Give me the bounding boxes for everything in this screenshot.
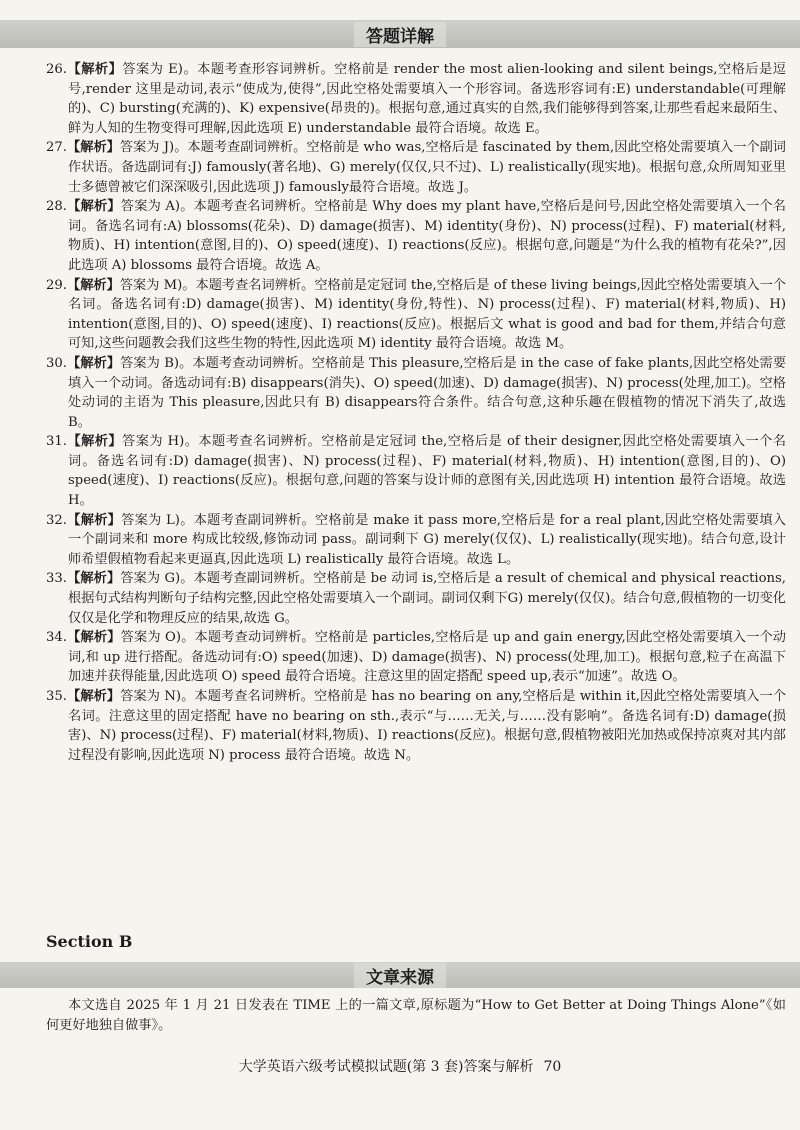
section-heading: Section B: [46, 932, 133, 951]
item-text: 答案为 B)。本题考查动词辨析。空格前是 This pleasure,空格后是 in the case of fake plants,因此空格处需要填入一个动词。备选动词有:B) disappears(消失)、O) speed(加速)、D) damage(损害)、N) process(处理,加工)。空格处动词的主语为 This pleasure,因此只有 B) disappears符合条件。结合句意,这种乐趣在假植物的情况下消失了,故选 B。: [68, 355, 787, 430]
item-tag: 【解析】: [66, 434, 123, 450]
item-tag: 【解析】: [66, 512, 122, 528]
item-tag: 【解析】: [66, 630, 121, 646]
item-tag: 【解析】: [66, 199, 121, 215]
answer-item: [46, 432, 786, 510]
item-number: 31.: [46, 434, 67, 450]
answer-list: [46, 60, 786, 765]
item-number: 28.: [46, 199, 67, 215]
item-number: 35.: [46, 689, 67, 704]
source-banner: [0, 962, 800, 988]
item-number: 29.: [46, 277, 67, 293]
item-number: 30.: [46, 355, 67, 371]
source-banner-title: 文章来源: [354, 963, 446, 988]
item-number: 33.: [46, 571, 67, 587]
page-footer: [0, 1056, 800, 1076]
item-tag: 【解析】: [66, 140, 120, 156]
item-text: 答案为 L)。本题考查副词辨析。空格前是 make it pass more,空格后是 for a real plant,因此空格处需要填入一个副词来和 more 构成比较级,修饰动词 pass。副词剩下 G) merely(仅仅)、L) realistically(现实地)。结合句意,设计师希望假植物看起来更逼真,因此选项 L) realistically 最符合语境。故选 L。: [68, 512, 786, 567]
item-text: 答案为 E)。本题考查形容词辨析。空格前是 render the most alien-looking and silent beings,空格后是逗号,render 这里是动词,表示“使成为,使得”,因此空格处需要填入一个形容词。备选形容词有:E) understandable(可理解的)、C) bursting(充满的)、K) expensive(昂贵的)。根据句意,通过真实的自然,我们能够得到答案,让那些看起来最陌生、鲜为人知的生物变得可理解,因此选项 E) understandable 最符合语境。故选 E。: [68, 62, 786, 136]
answer-item: [46, 687, 786, 765]
answer-item: [46, 628, 786, 687]
item-number: 34.: [46, 630, 67, 646]
header-banner: [0, 20, 800, 48]
item-tag: 【解析】: [66, 277, 120, 293]
item-text: 答案为 A)。本题考查名词辨析。空格前是 Why does my plant have,空格后是问号,因此空格处需要填入一个名词。备选名词有:A) blossoms(花朵)、D) damage(损害)、M) identity(身份)、N) process(过程)、F) material(材料,物质)、H) intention(意图,目的)、O) speed(速度)、I) reactions(反应)。根据句意,问题是“为什么我的植物有花朵?”,因此选项 A) blossoms 最符合语境。故选 A。: [68, 199, 786, 273]
item-tag: 【解析】: [66, 571, 121, 587]
source-paragraph: 本文选自 2025 年 1 月 21 日发表在 TIME 上的一篇文章,原标题为“How to Get Better at Doing Things Alone”《如何更好地独自做事》。: [46, 998, 786, 1033]
item-text: 答案为 O)。本题考查动词辨析。空格前是 particles,空格后是 up and gain energy,因此空格处需要填入一个动词,和 up 进行搭配。备选动词有:O) speed(加速)、D) damage(损害)、N) process(处理,加工)。根据句意,粒子在高温下加速并获得能量,因此选项 O) speed 最符合语境。注意这里的固定搭配 speed up,表示“加速”。故选 O。: [68, 630, 786, 685]
item-number: 27.: [46, 140, 67, 156]
page-number: 70: [543, 1059, 562, 1075]
answer-item: [46, 569, 786, 628]
item-text: 答案为 J)。本题考查副词辨析。空格前是 who was,空格后是 fascinated by them,因此空格处需要填入一个副词作状语。备选副词有:J) famously(著名地)、G) merely(仅仅,只不过)、L) realistically(现实地)。根据句意,众所周知亚里士多德曾被它们深深吸引,因此选项 J) famously最符合语境。故选 J。: [68, 140, 786, 195]
answer-item: [46, 511, 786, 570]
item-tag: 【解析】: [66, 355, 121, 371]
footer-title: 大学英语六级考试模拟试题(第 3 套)答案与解析: [238, 1059, 534, 1075]
item-number: 26.: [46, 62, 67, 77]
answer-item: [46, 197, 786, 275]
item-text: 答案为 G)。本题考查副词辨析。空格前是 be 动词 is,空格后是 a result of chemical and physical reactions,根据句式结构判断句子结构完整,因此空格处需要填入一个副词。副词仅剩下G) merely(仅仅)。结合句意,假植物的一切变化仅仅是化学和物理反应的结果,故选 G。: [68, 571, 787, 626]
item-tag: 【解析】: [66, 689, 121, 704]
answer-item: [46, 354, 786, 432]
item-text: 答案为 N)。本题考查名词辨析。空格前是 has no bearing on any,空格后是 within it,因此空格处需要填入一个名词。注意这里的固定搭配 have no bearing on sth.,表示“与……无关,与……没有影响”。备选名词有:D) damage(损害)、N) process(过程)、F) material(材料,物质)、I) reactions(反应)。根据句意,假植物被阳光加热或保持凉爽对其内部过程没有影响,因此选项 N) process 最符合语境。故选 N。: [68, 689, 787, 763]
item-tag: 【解析】: [66, 62, 123, 77]
item-number: 32.: [46, 512, 67, 528]
answer-item: [46, 60, 786, 138]
header-title: 答题详解: [354, 22, 446, 47]
item-text: 答案为 M)。本题考查名词辨析。空格前是定冠词 the,空格后是 of these living beings,因此空格处需要填入一个名词。备选名词有:D) damage(损害)、M) identity(身份,特性)、N) process(过程)、F) material(材料,物质)、H) intention(意图,目的)、O) speed(速度)、I) reactions(反应)。根据后文 what is good and bad for them,并结合句意可知,这些问题教会我们这些生物的特性,因此选项 M) identity 最符合语境。故选 M。: [68, 277, 786, 352]
answer-item: [46, 276, 786, 354]
item-text: 答案为 H)。本题考查名词辨析。空格前是定冠词 the,空格后是 of their designer,因此空格处需要填入一个名词。备选名词有:D) damage(损害)、N) process(过程)、F) material(材料,物质)、H) intention(意图,目的)、O) speed(速度)、I) reactions(反应)。根据句意,问题的答案与设计师的意图有关,因此选项 H) intention 最符合语境。故选 H。: [68, 434, 786, 509]
answer-item: [46, 138, 786, 197]
